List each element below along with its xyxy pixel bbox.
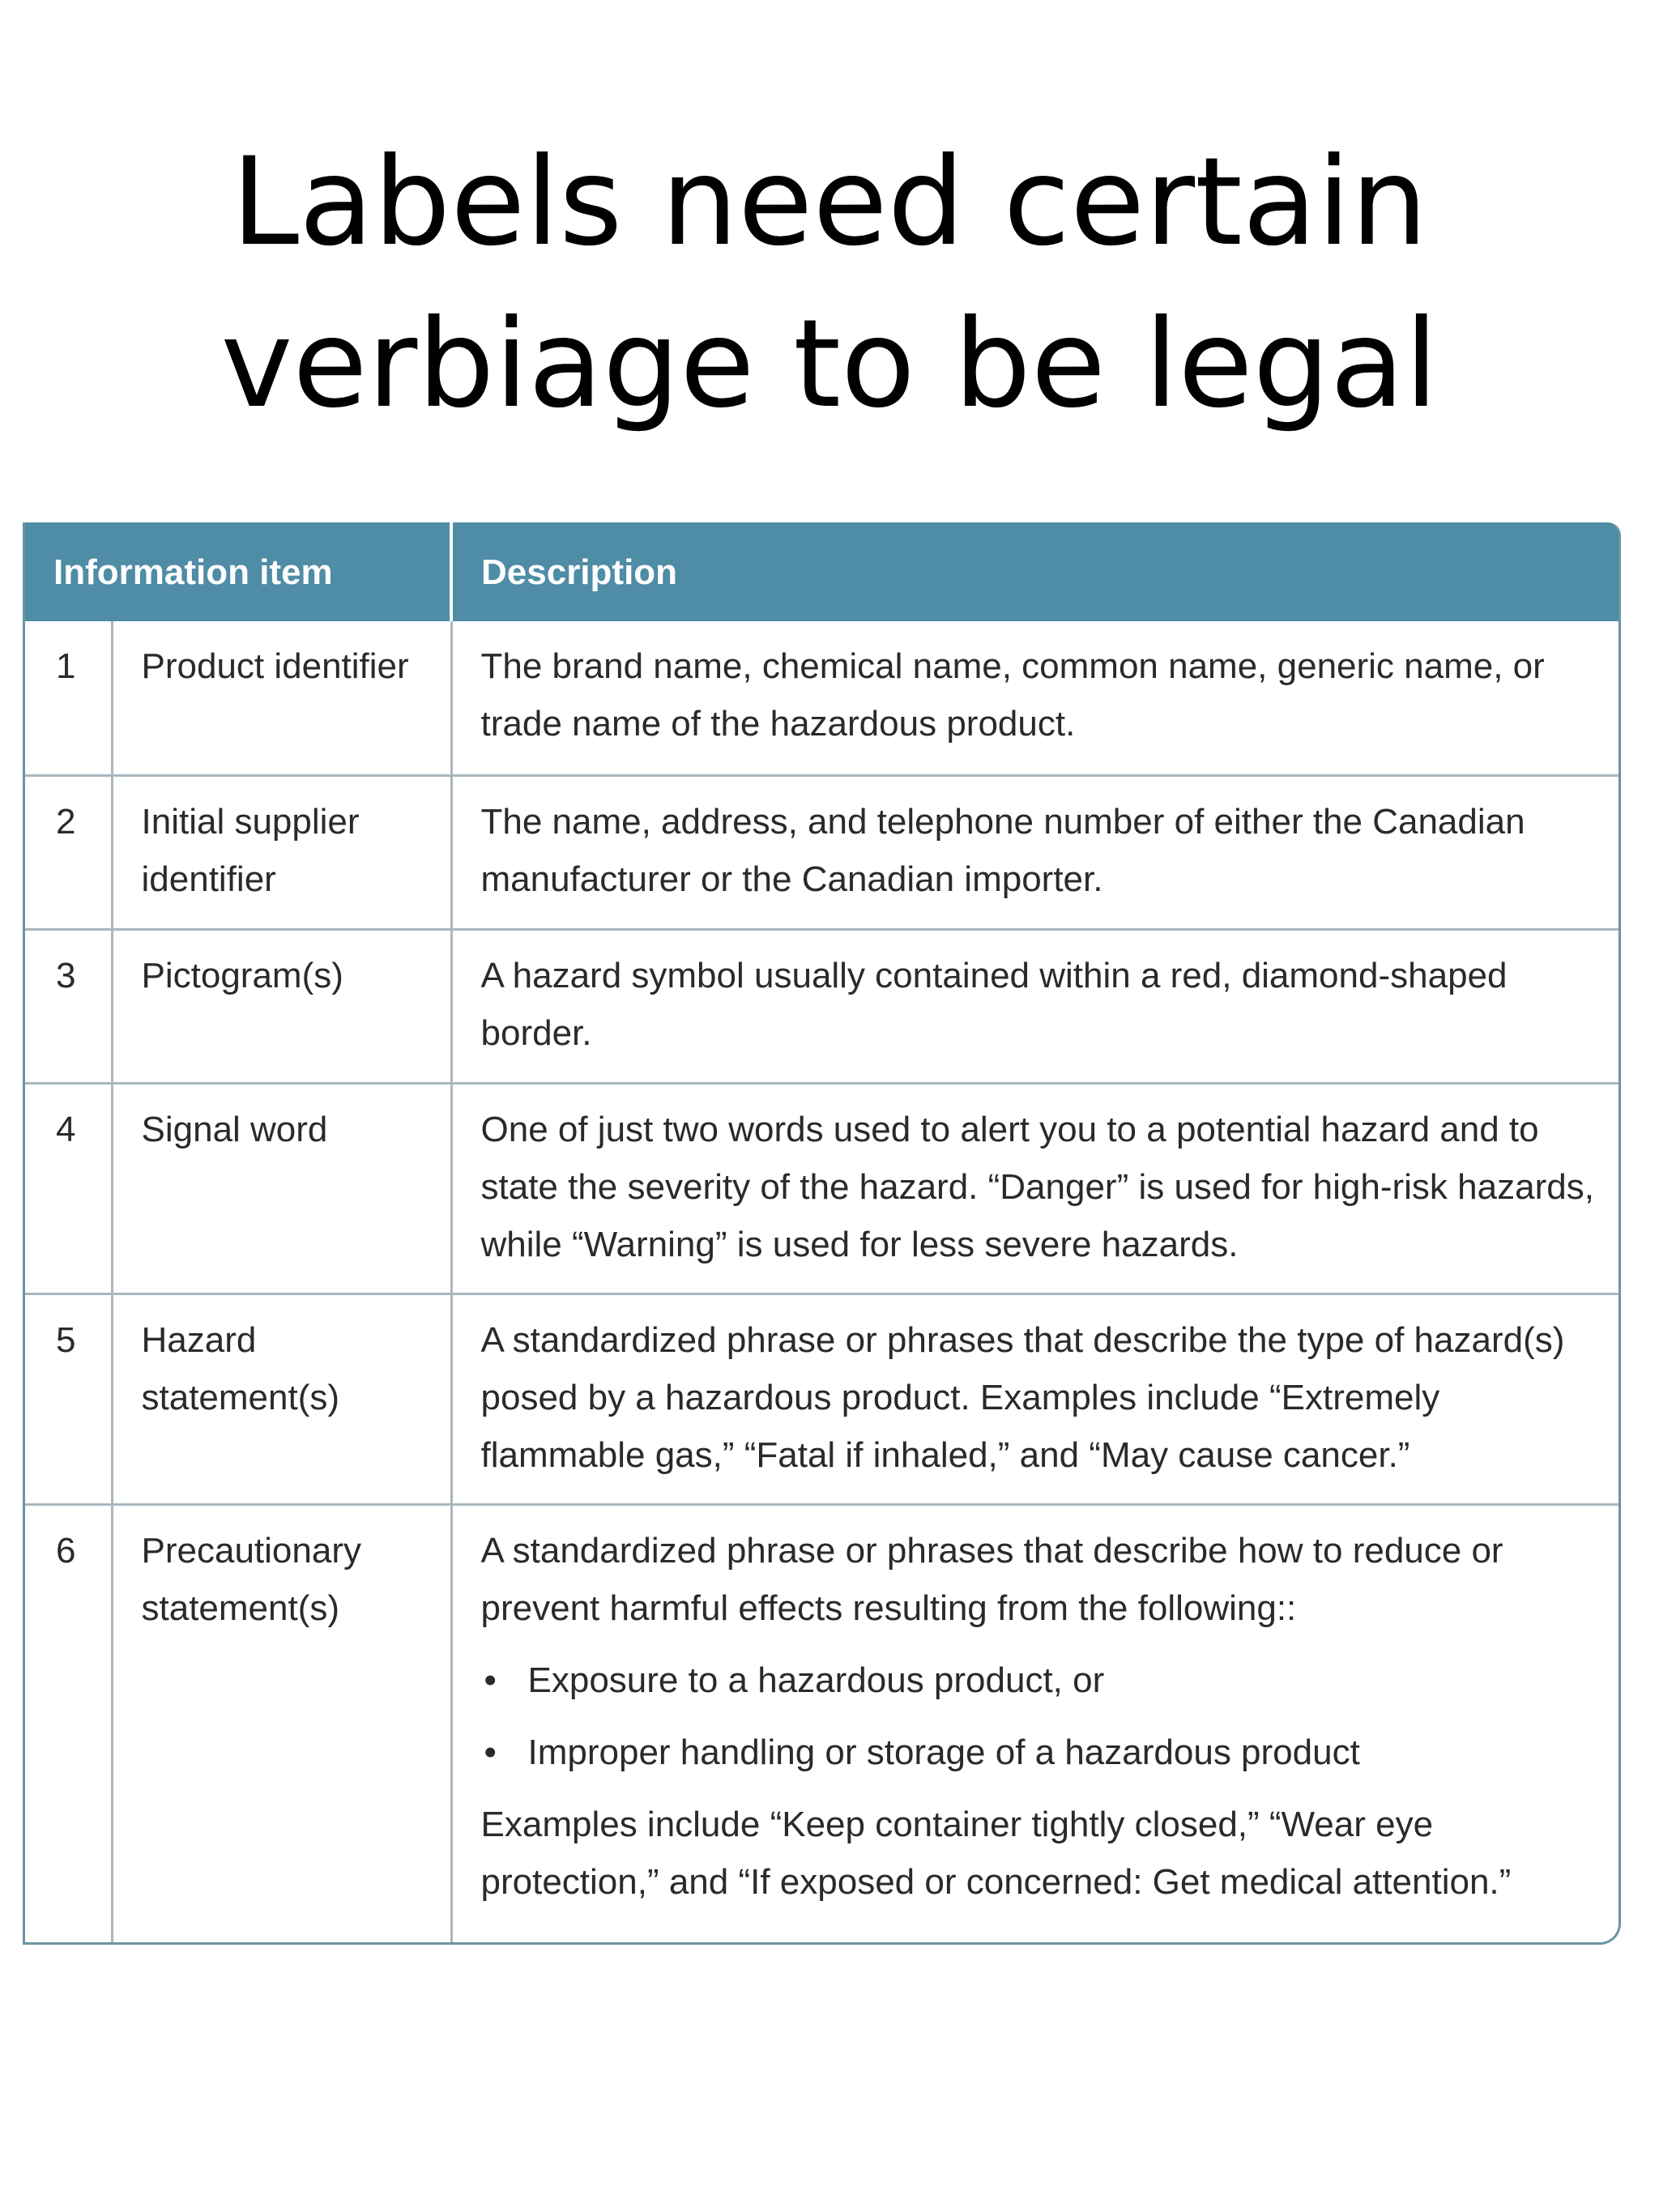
row-number: 2 bbox=[25, 775, 112, 929]
page-title-line-2: verbiage to be legal bbox=[220, 294, 1439, 435]
table-row bbox=[25, 1083, 1618, 1294]
bullet-icon: • bbox=[484, 1732, 497, 1772]
page-title-line-1: Labels need certain bbox=[231, 132, 1428, 273]
row-description: A standardized phrase or phrases that describe the type of hazard(s) posed by a hazardous product. Examples include “Extremely flammable gas,” “Fatal if inhaled,” and “May cause cancer.” bbox=[451, 1294, 1618, 1504]
row-item: Precautionary statement(s) bbox=[112, 1504, 451, 1942]
row-number: 5 bbox=[25, 1294, 112, 1504]
table-row bbox=[25, 621, 1618, 775]
bullet-text: Improper handling or storage of a hazardous product bbox=[527, 1732, 1360, 1772]
row-description: The name, address, and telephone number of either the Canadian manufacturer or the Canadian importer. bbox=[451, 775, 1618, 929]
row-number: 4 bbox=[25, 1083, 112, 1294]
row-item: Product identifier bbox=[112, 621, 451, 775]
row-item: Hazard statement(s) bbox=[112, 1294, 451, 1504]
row-item: Initial supplier identifier bbox=[112, 775, 451, 929]
row-description: A hazard symbol usually contained within a red, diamond-shaped border. bbox=[451, 929, 1618, 1083]
bullet-list bbox=[481, 1652, 1603, 1781]
table-row bbox=[25, 1294, 1618, 1504]
table-row bbox=[25, 775, 1618, 929]
row-description: The brand name, chemical name, common name, generic name, or trade name of the hazardous product. bbox=[451, 621, 1618, 775]
description-outro: Examples include “Keep container tightly closed,” “Wear eye protection,” and “If exposed or concerned: Get medical attention.” bbox=[480, 1804, 1512, 1902]
bullet-text: Exposure to a hazardous product, or bbox=[527, 1660, 1105, 1700]
row-number: 1 bbox=[56, 646, 76, 686]
row-number: 6 bbox=[25, 1504, 112, 1942]
row-description: One of just two words used to alert you to a potential hazard and to state the severity of the hazard. “Danger” is used for high-risk hazards, while “Warning” is used for less severe hazards. bbox=[451, 1083, 1618, 1294]
row-item: Pictogram(s) bbox=[112, 929, 451, 1083]
bullet-icon: • bbox=[484, 1660, 497, 1700]
row-number: 3 bbox=[25, 929, 112, 1083]
row-description bbox=[451, 1504, 1618, 1942]
column-header-description: Description bbox=[451, 522, 1618, 621]
bullet-item bbox=[481, 1724, 1603, 1781]
row-item: Signal word bbox=[112, 1083, 451, 1294]
info-table bbox=[25, 522, 1618, 1942]
bullet-item bbox=[481, 1652, 1603, 1709]
description-intro: A standardized phrase or phrases that describe how to reduce or prevent harmful effects resulting from the following:: bbox=[480, 1530, 1503, 1628]
page-title bbox=[0, 121, 1659, 445]
table-row bbox=[25, 929, 1618, 1083]
table-header-row bbox=[25, 522, 1618, 621]
table-row bbox=[25, 1504, 1618, 1942]
column-header-information-item: Information item bbox=[53, 552, 333, 592]
label-requirements-table bbox=[23, 522, 1621, 1945]
